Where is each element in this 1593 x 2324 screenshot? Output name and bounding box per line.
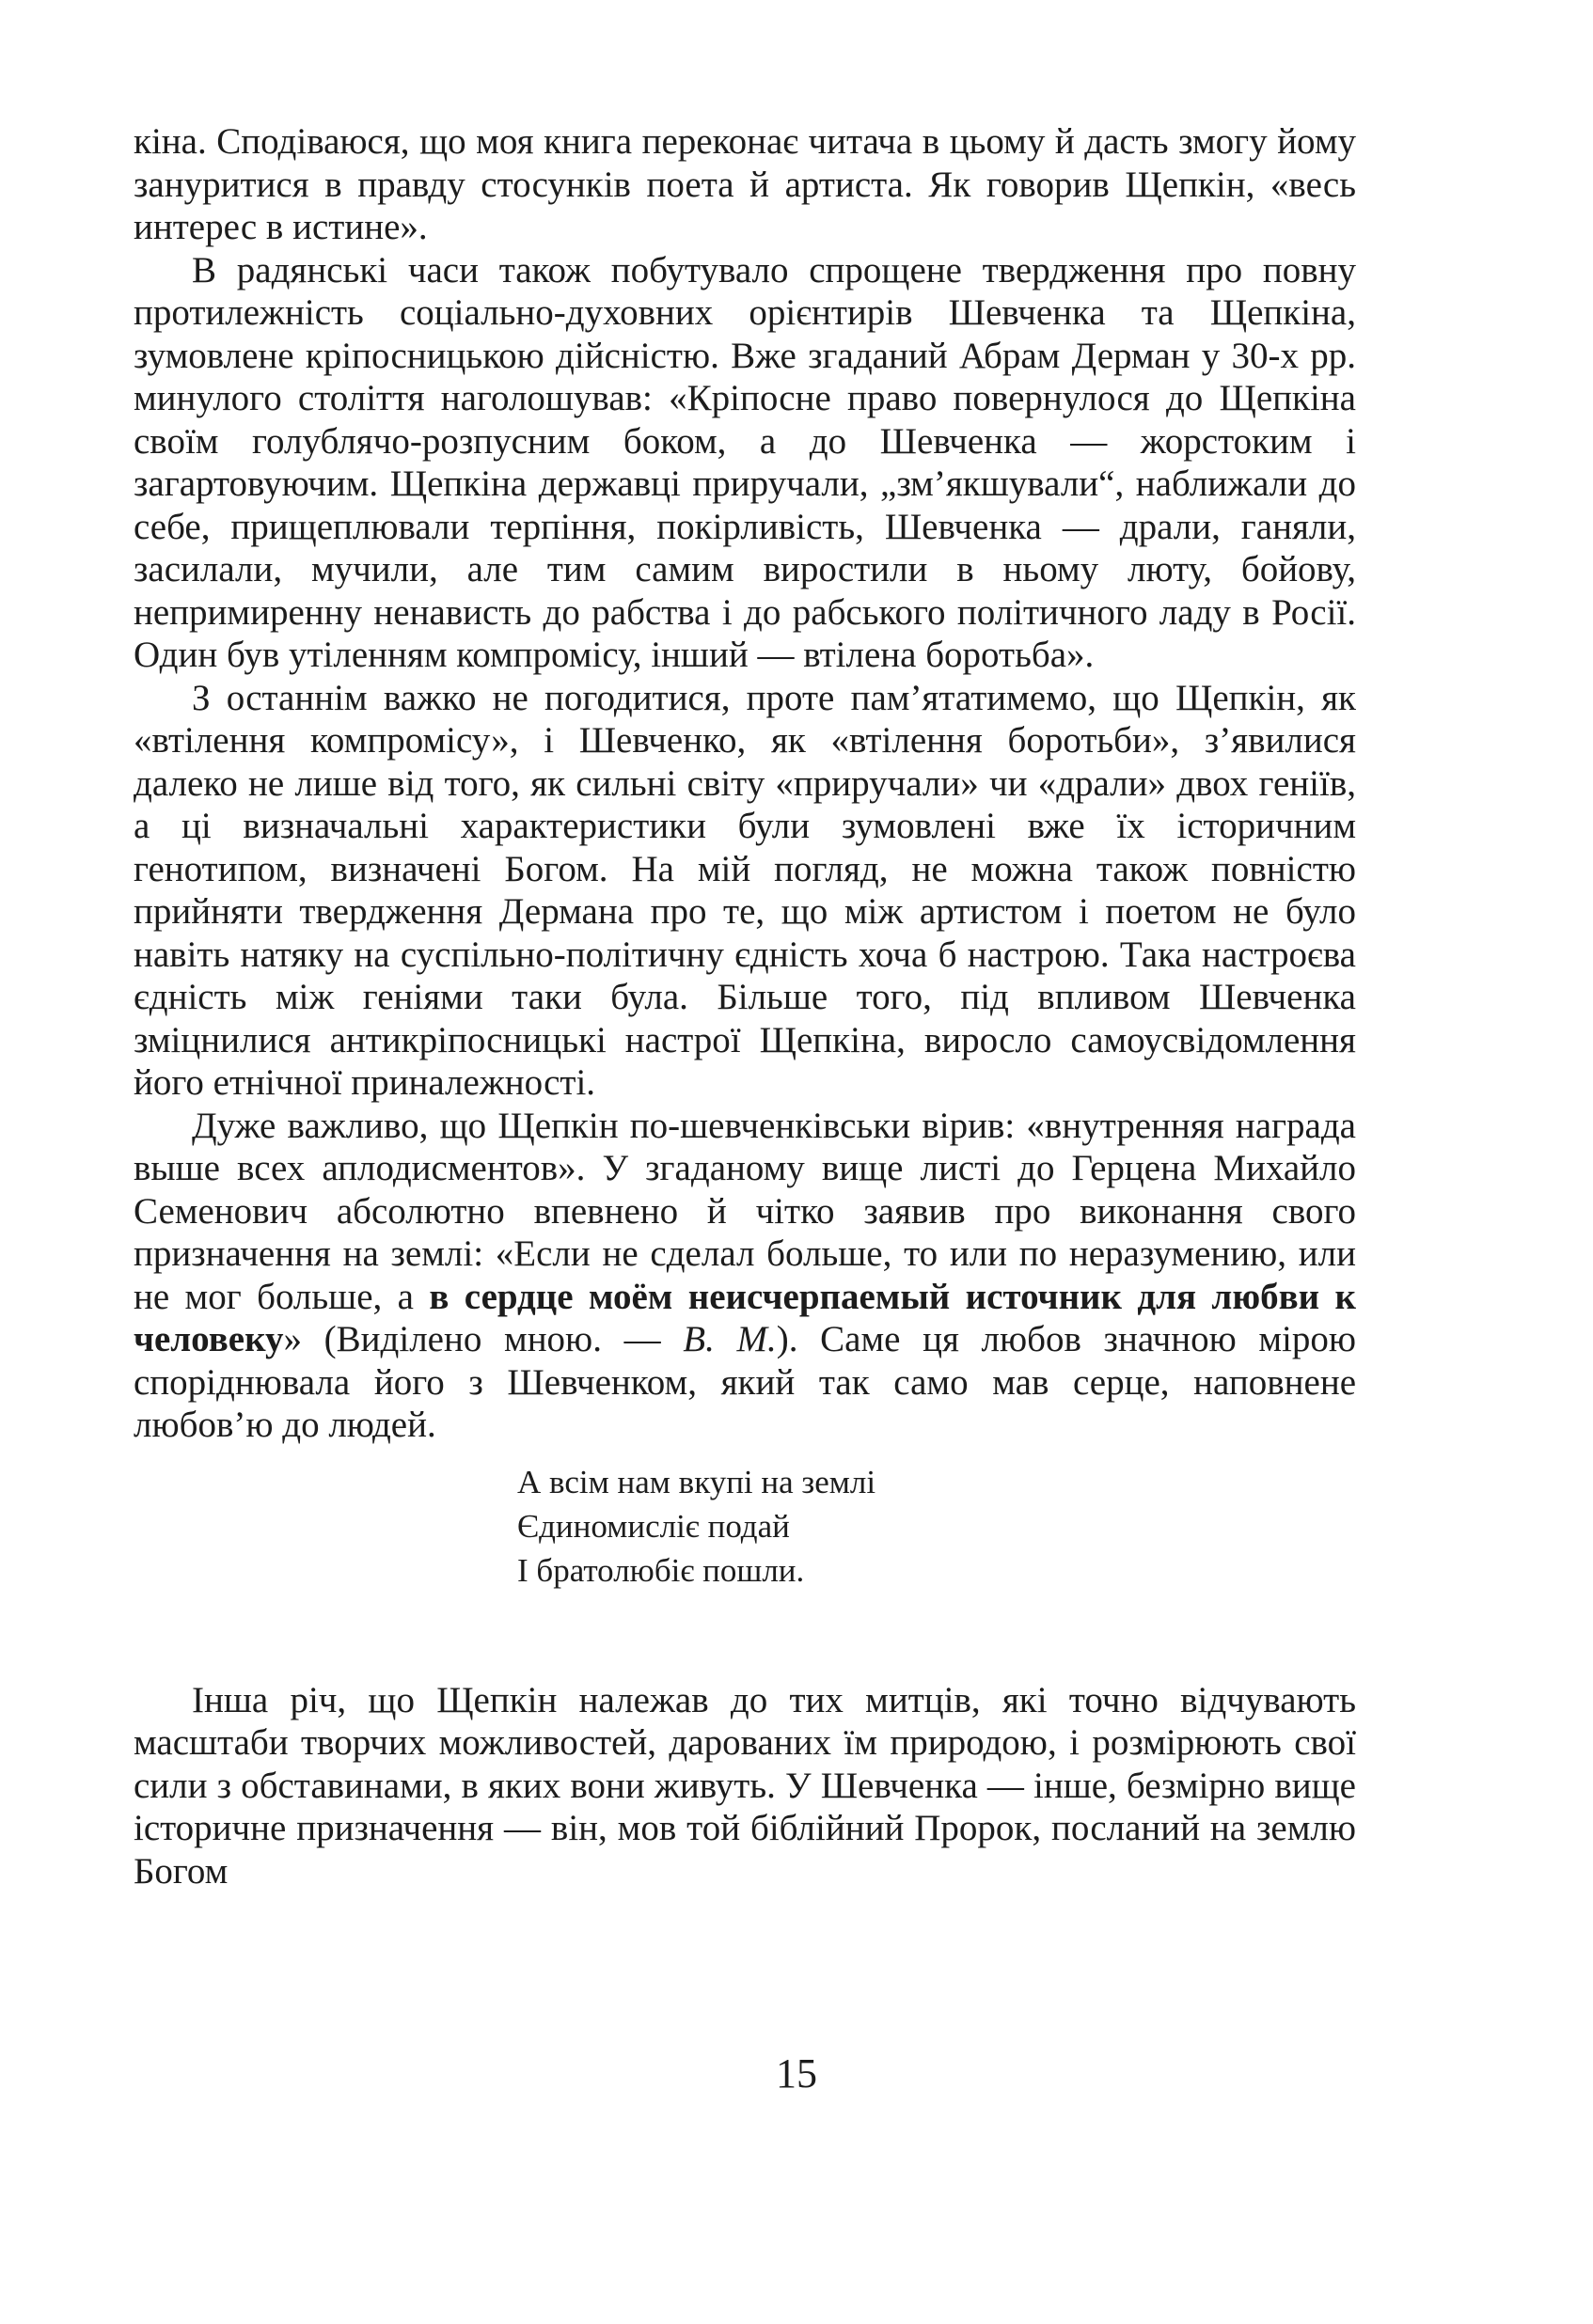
paragraph-4-initials: В. М. bbox=[683, 1319, 777, 1359]
verse-line: І братолюбіє пошли. bbox=[517, 1551, 805, 1589]
spacer bbox=[134, 1593, 1356, 1679]
paragraph-4 bbox=[134, 1105, 1356, 1447]
paragraph-4-text-end: ). Саме ця любов значною мірою споріднювала його з Шевченком, який так само мав серце, наповнене любов’ю до людей. bbox=[134, 1319, 1357, 1445]
paragraph-1: кіна. Сподіваюся, що моя книга переконає читача в цьому й дасть змогу йому зануритися в правду стосунків поета й артиста. Як говорив Щепкін, «весь интерес в истине». bbox=[134, 121, 1356, 247]
paragraph-4-text-start: Дуже важливо, що Щепкін по-шевченківськи вірив: «внутренняя награда выше всех аплодисментов». У згаданому вище листі до Герцена Михайло Семенович абсолютно впевнено й чітко заявив про виконання свого призначення на землі: «Если не сделал больше, то или по неразумению, или не мог больше, а bbox=[134, 1105, 1356, 1317]
verse-quote bbox=[517, 1460, 1356, 1593]
page-number: 15 bbox=[776, 2050, 817, 2096]
paragraph-3: З останнім важко не погодитися, проте пам’ятатимемо, що Щепкін, як «втілення компромісу», і Шевченко, як «втілення боротьби», з’явилися далеко не лише від того, як сильні світу «приручали» чи «драли» двох геніїв, а ці визначальні характеристики були зумовлені вже їх історичним генотипом, визначені Богом. На мій погляд, не можна також повністю прийняти твердження Дермана про те, що між артистом і поетом не було навіть натяку на суспільно-політичну єдність хоча б настрою. Така настроєва єдність між геніями таки була. Більше того, під впливом Шевченка зміцнилися антикріпосницькі настрої Щепкіна, виросло самоусвідомлення його етнічної приналежності. bbox=[134, 677, 1356, 1103]
verse-line: Єдиномисліє подай bbox=[517, 1507, 790, 1545]
paragraph-4-text-mid: » (Виділено мною. — bbox=[283, 1319, 684, 1359]
paragraph-5: Інша річ, що Щепкін належав до тих митців, які точно відчувають масштаби творчих можливостей, дарованих їм природою, і розмірюють свої сили з обставинами, в яких вони живуть. У Шевченка — інше, безмірно вище історичне призначення — він, мов той біблійний Пророк, посланий на землю Богом bbox=[134, 1679, 1356, 1892]
paragraph-2: В радянські часи також побутувало спрощене твердження про повну протилежність соціально-духовних орієнтирів Шевченка та Щепкіна, зумовлене кріпосницькою дійсністю. Вже згаданий Абрам Дерман у 30-х рр. минулого століття наголошував: «Кріпосне право повернулося до Щепкіна своїм голублячо-розпусним боком, а до Шевченка — жорстоким і загартовуючим. Щепкіна державці приручали, „зм’якшували“, наближали до себе, прищеплювали терпіння, покірливість, Шевченка — драли, ганяли, засилали, мучили, але тим самим виростили в ньому люту, бойову, непримиренну ненависть до рабства і до рабського політичного ладу в Росії. Один був утіленням компромісу, інший — втілена боротьба». bbox=[134, 249, 1356, 675]
verse-line: А всім нам вкупі на землі bbox=[517, 1463, 876, 1500]
paragraph-4-bold-quote: в сердце моём неисчерпаемый источник для любви к человеку bbox=[134, 1276, 1356, 1359]
page-body bbox=[134, 120, 1356, 1892]
